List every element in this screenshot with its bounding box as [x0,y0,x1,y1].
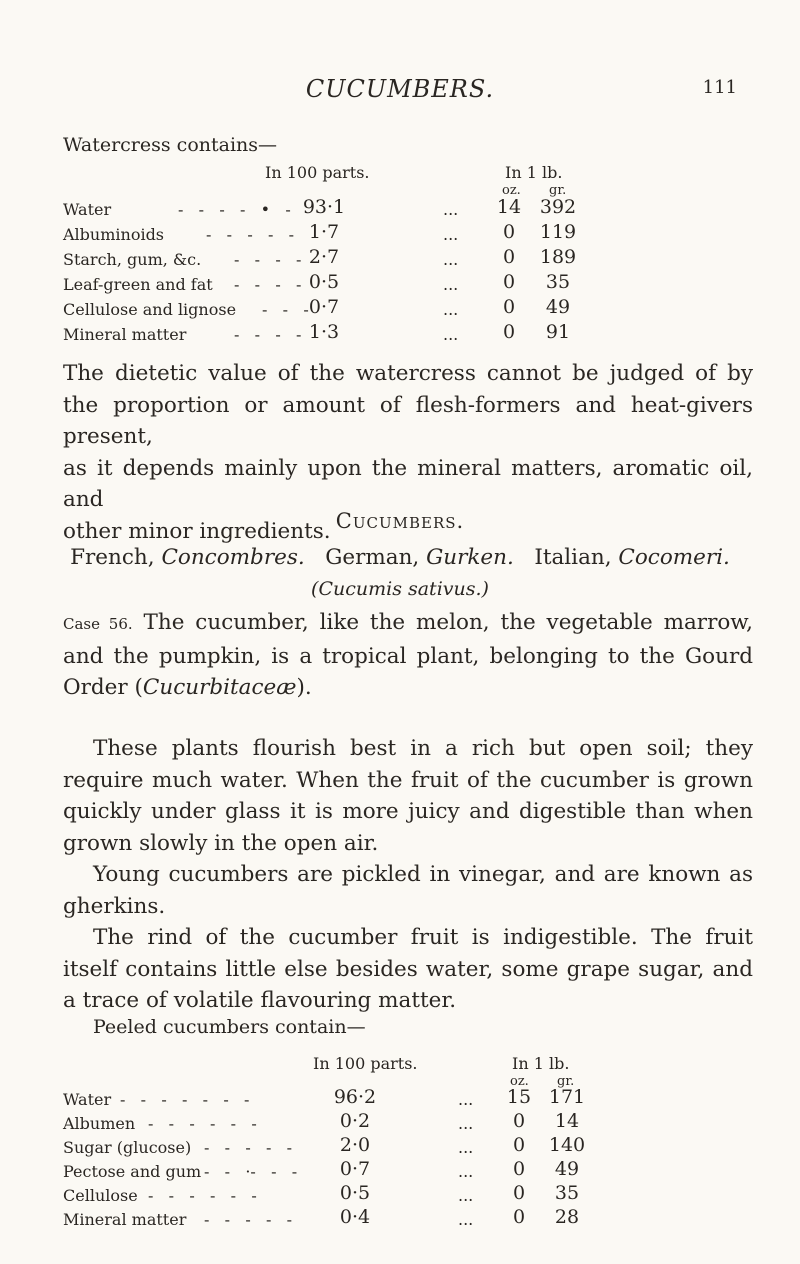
row-value-oz: 0 [502,246,516,268]
row-value-percent: 1·7 [308,221,340,243]
column-header-100-parts: In 100 parts. [265,163,370,182]
row-dots: ... [458,1090,474,1109]
row-dots: ... [458,1138,474,1157]
paragraph-line: other minor ingredients. [63,518,331,544]
row-value-oz: 0 [502,296,516,318]
row-value-percent: 0·5 [308,271,340,293]
row-value-gr: 189 [539,246,577,268]
row-value-percent: 0·4 [339,1206,371,1228]
row-leader: - - - - - [204,1138,293,1157]
row-value-oz: 15 [506,1086,532,1108]
row-label: Starch, gum, &c. [63,250,202,269]
row-value-oz: 0 [512,1206,526,1228]
french-label: French, [70,545,155,570]
german-label: German, [325,545,420,570]
italian-name: Cocomeri. [618,545,730,570]
row-value-oz: 0 [502,271,516,293]
row-dots: ... [458,1210,474,1229]
row-value-oz: 0 [502,321,516,343]
row-label: Pectose and gum [63,1162,202,1181]
table-row [0,196,800,224]
row-label: Mineral matter [63,1210,187,1229]
paragraph-rind: The rind of the cucumber fruit is indigestible. The fruit itself contains little else besides water, some grape sugar, and a trace of volatile flavouring matter. [63,925,753,1013]
row-dots: ... [458,1114,474,1133]
row-leader: - - - - - - [148,1114,257,1133]
row-leader: - - - - - - [148,1186,257,1205]
table-row [0,271,800,299]
row-label: Water [63,200,112,219]
table-row [0,1158,800,1186]
german-name: Gurken. [426,545,514,570]
table-row [0,1134,800,1162]
row-value-percent: 96·2 [333,1086,377,1108]
row-label: Albuminoids [63,225,165,244]
row-value-gr: 49 [545,296,571,318]
french-name: Concombres. [161,545,305,570]
row-value-percent: 0·7 [339,1158,371,1180]
page-number: 111 [702,77,737,98]
column-header-1-lb: In 1 lb. [505,163,563,182]
table-row [0,1206,800,1234]
paragraph-pickled: Young cucumbers are pickled in vinegar, and are known as gherkins. [63,862,753,919]
row-value-percent: 2·7 [308,246,340,268]
row-value-gr: 171 [548,1086,586,1108]
row-value-oz: 0 [512,1182,526,1204]
paragraph-case [63,607,753,704]
row-leader: - - - - • - [178,200,291,219]
row-value-percent: 0·7 [308,296,340,318]
row-value-oz: 0 [512,1110,526,1132]
row-leader: - - - - - [204,1210,293,1229]
row-dots: ... [458,1162,474,1181]
table-row [0,246,800,274]
row-label: Leaf-green and fat [63,275,213,294]
row-leader: - - - [262,300,309,319]
row-value-oz: 0 [512,1134,526,1156]
unit-oz: oz. [502,183,521,198]
table-row [0,1182,800,1210]
row-leader: - - ·- - - [204,1162,298,1181]
paragraph-soil: These plants flourish best in a rich but open soil; they require much water. When the fruit of the cucumber is grown quickly under glass it is more juicy and digestible than when grown slowly in the open air. [63,736,753,856]
unit-gr: gr. [549,183,567,198]
row-leader: - - - - [234,275,302,294]
table-intro: Watercress contains— [63,134,278,156]
paragraph-text: The cucumber, like the melon, the vegetable marrow, and the pumpkin, is a tropical plant, belonging to the Gourd Order ( [63,610,753,700]
row-value-gr: 392 [539,196,577,218]
paragraph-line: The dietetic value of the watercress cannot be judged of by [63,361,753,386]
table-row [0,221,800,249]
row-value-gr: 35 [545,271,571,293]
row-dots: ... [443,325,459,344]
row-leader: - - - - [234,325,302,344]
row-dots: ... [443,250,459,269]
case-label: Case 56. [63,615,133,633]
common-names [0,545,800,570]
row-label: Mineral matter [63,325,187,344]
column-header-1-lb: In 1 lb. [512,1054,570,1073]
table-intro: Peeled cucumbers contain— [93,1016,366,1038]
row-label: Cellulose and lignose [63,300,237,319]
row-value-percent: 2·0 [339,1134,371,1156]
italian-label: Italian, [534,545,612,570]
row-dots: ... [443,225,459,244]
row-value-percent: 1·3 [308,321,340,343]
column-header-100-parts: In 100 parts. [313,1054,418,1073]
row-dots: ... [443,275,459,294]
row-leader: - - - - [234,250,302,269]
row-value-gr: 14 [554,1110,580,1132]
table-row [0,1110,800,1138]
row-label: Sugar (glucose) [63,1138,192,1157]
row-value-oz: 14 [496,196,522,218]
paragraph-line: as it depends mainly upon the mineral matters, aromatic oil, and [63,455,753,512]
row-value-gr: 49 [554,1158,580,1180]
table-row [0,1086,800,1114]
row-leader: - - - - - - - [120,1090,250,1109]
row-value-gr: 35 [554,1182,580,1204]
row-value-gr: 28 [554,1206,580,1228]
unit-oz: oz. [510,1074,529,1089]
row-label: Cellulose [63,1186,138,1205]
section-title: Cucumbers. [335,509,465,533]
latin-name: (Cucumis sativus.) [311,578,489,600]
row-value-percent: 0·5 [339,1182,371,1204]
row-label: Water [63,1090,112,1109]
paragraph-line: the proportion or amount of flesh-formers and heat-givers present, [63,392,753,449]
order-name: Cucurbitaceæ [142,675,297,700]
row-value-percent: 0·2 [339,1110,371,1132]
row-value-oz: 0 [512,1158,526,1180]
running-head [0,75,800,115]
running-title: CUCUMBERS. [305,75,495,103]
table-row [0,296,800,324]
row-value-oz: 0 [502,221,516,243]
row-label: Albumen [63,1114,136,1133]
row-value-percent: 93·1 [302,196,346,218]
row-value-gr: 119 [539,221,577,243]
unit-gr: gr. [557,1074,575,1089]
row-dots: ... [443,200,459,219]
row-value-gr: 91 [545,321,571,343]
table-row [0,321,800,349]
row-dots: ... [458,1186,474,1205]
row-value-gr: 140 [548,1134,586,1156]
row-leader: - - - - - [206,225,295,244]
paragraph-text-end: ). [296,675,312,700]
row-dots: ... [443,300,459,319]
